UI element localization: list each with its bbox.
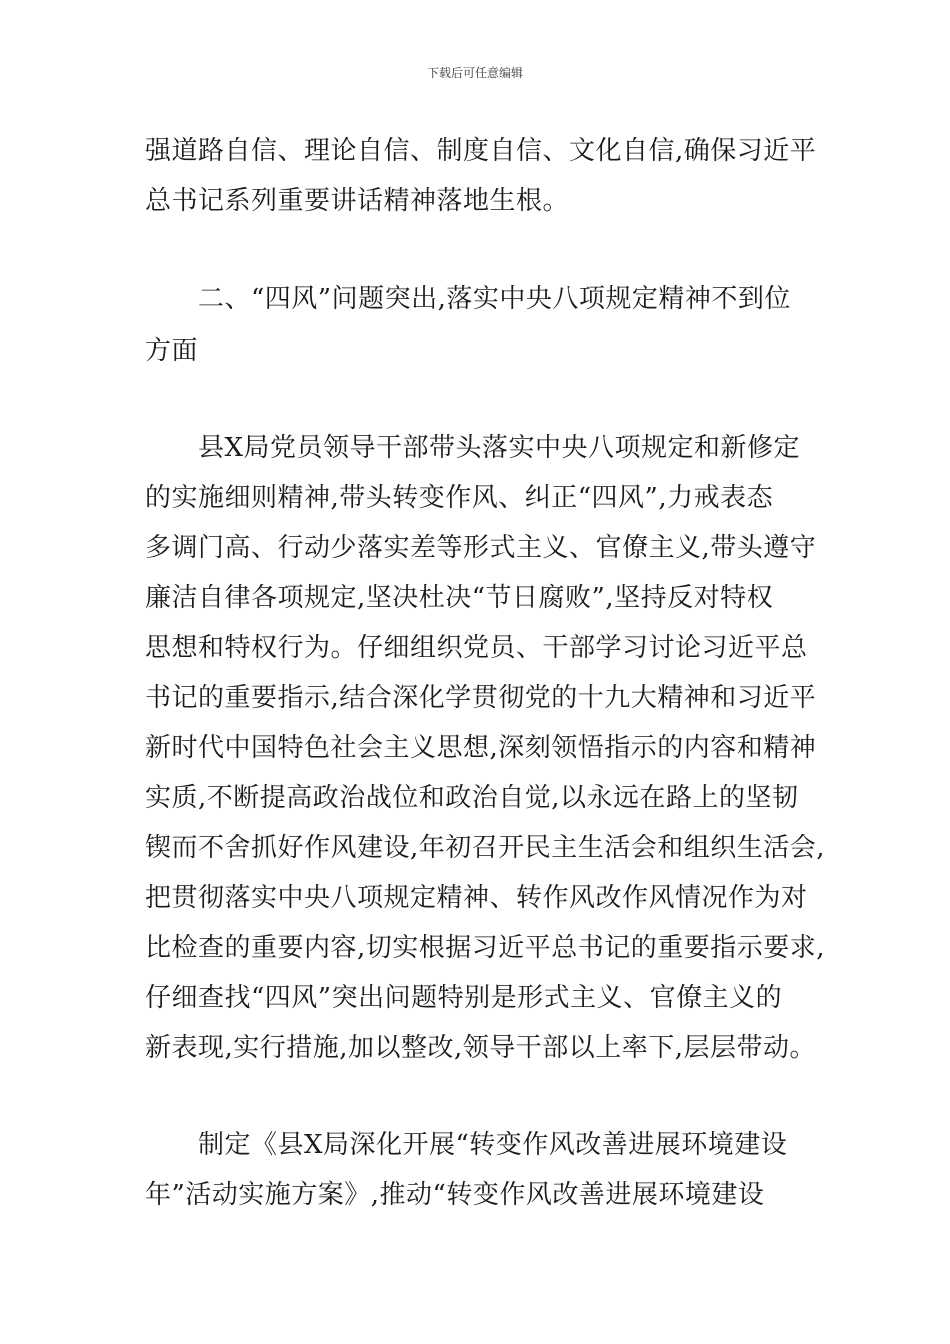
text-line: 廉洁自律各项规定,坚决杜决“节日腐败”,坚持反对特权 xyxy=(145,583,774,613)
text-line: 总书记系列重要讲话精神落地生根。 xyxy=(145,186,570,216)
text-line: 强道路自信、理论自信、制度自信、文化自信,确保习近平 xyxy=(145,136,817,166)
text-line: 多调门高、行动少落实差等形式主义、官僚主义,带头遵守 xyxy=(145,533,817,563)
text-line: 仔细查找“四风”突出问题特别是形式主义、官僚主义的 xyxy=(145,983,783,1013)
text-line: 新时代中国特色社会主义思想,深刻领悟指示的内容和精神 xyxy=(145,733,817,763)
text-line: 把贯彻落实中央八项规定精神、转作风改作风情况作为对 xyxy=(145,883,808,913)
text-line: 的实施细则精神,带头转变作风、纠正“四风”,力戒表态 xyxy=(145,483,774,513)
text-line: 新表现,实行措施,加以整改,领导干部以上率下,层层带动。 xyxy=(145,1033,817,1063)
text-line: 实质,不断提高政治战位和政治自觉,以永远在路上的坚韧 xyxy=(145,783,799,813)
text-line: 思想和特权行为。仔细组织党员、干部学习讨论习近平总 xyxy=(145,633,808,663)
page-header: 下载后可任意编辑 xyxy=(426,66,523,80)
text-line: 制定《县X局深化开展“转变作风改善进展环境建设 xyxy=(198,1130,788,1160)
text-line: 锲而不舍抓好作风建设,年初召开民主生活会和组织生活会, xyxy=(145,833,826,863)
text-line: 县X局党员领导干部带头落实中央八项规定和新修定 xyxy=(198,433,801,463)
text-line: 书记的重要指示,结合深化学贯彻党的十九大精神和习近平 xyxy=(145,683,817,713)
text-line: 年”活动实施方案》,推动“转变作风改善进展环境建设 xyxy=(145,1180,765,1210)
section-heading-line: 方面 xyxy=(145,336,199,366)
section-heading-line: 二、“四风”问题突出,落实中央八项规定精神不到位 xyxy=(198,284,791,314)
text-line: 比检查的重要内容,切实根据习近平总书记的重要指示要求, xyxy=(145,933,826,963)
